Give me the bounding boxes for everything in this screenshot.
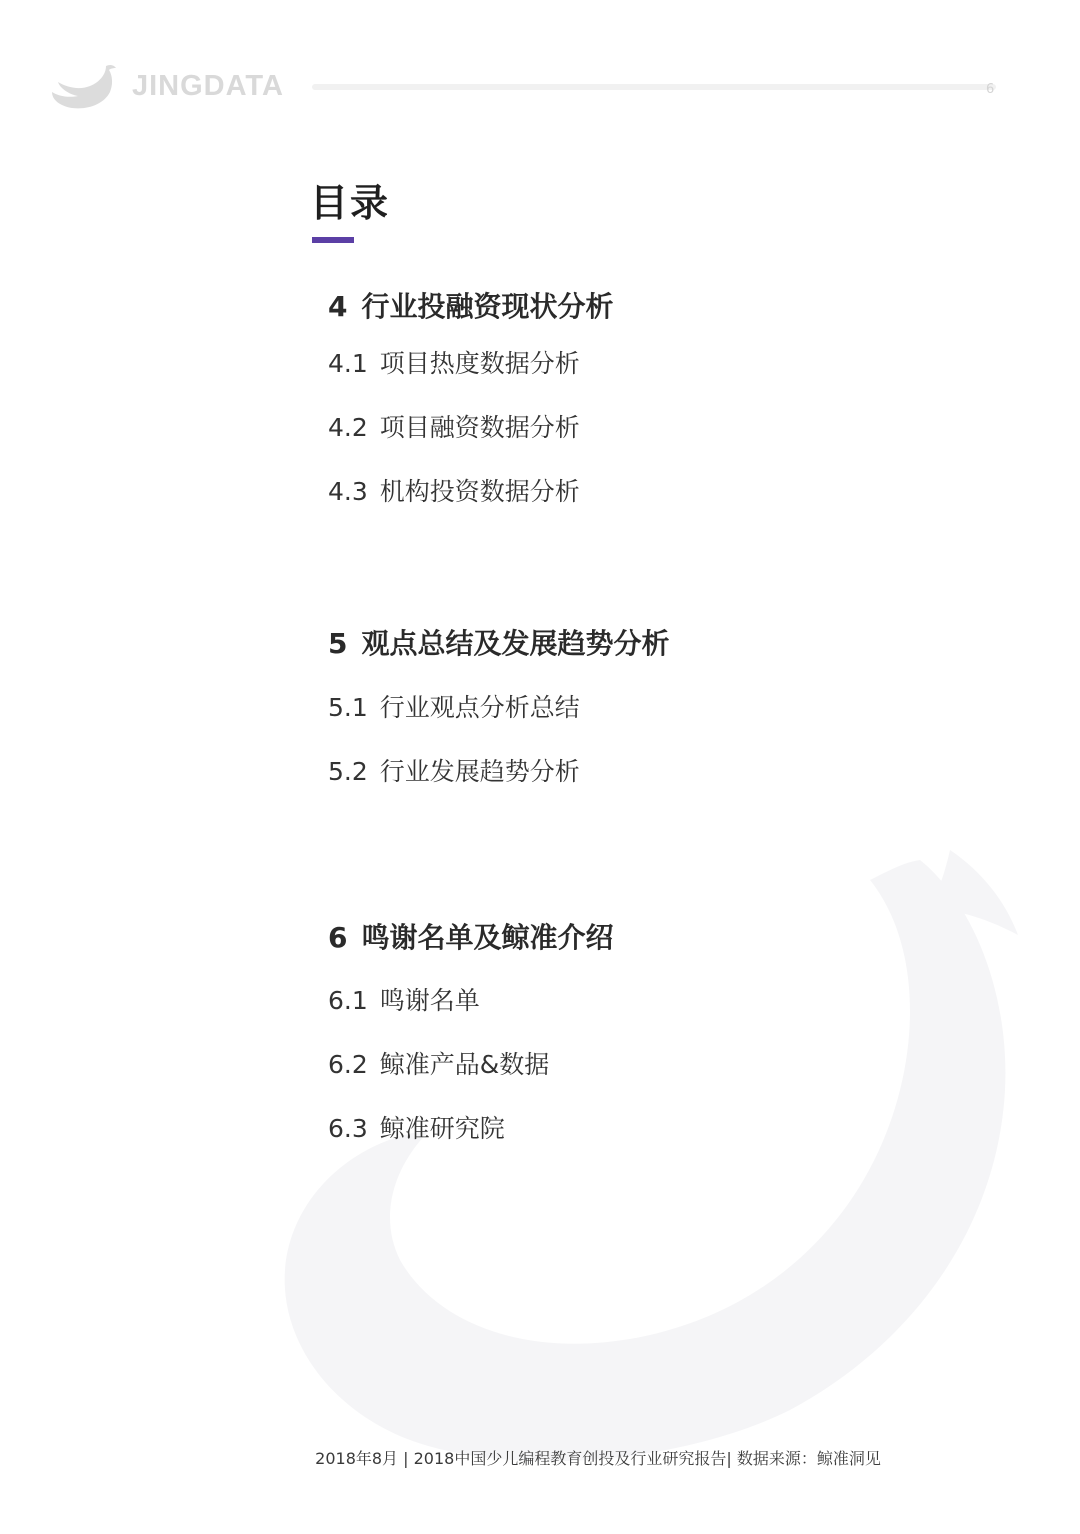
toc-section-5[interactable] xyxy=(328,622,670,662)
item-title: 项目热度数据分析 xyxy=(379,349,580,378)
toc-item-6-1[interactable] xyxy=(328,981,480,1017)
whale-logo-icon xyxy=(48,62,118,112)
item-number: 4.3 xyxy=(328,477,368,506)
item-title: 行业发展趋势分析 xyxy=(379,757,580,786)
page-footer: 2018年8月 | 2018中国少儿编程教育创投及行业研究报告| 数据来源：鲸准洞见 xyxy=(315,1449,881,1468)
title-accent-bar xyxy=(312,237,354,243)
item-title: 行业观点分析总结 xyxy=(379,693,580,722)
section-title: 鸣谢名单及鲸准介绍 xyxy=(361,921,614,954)
page-header xyxy=(0,0,1080,130)
toc-section-4[interactable] xyxy=(328,285,614,325)
item-title: 鲸准产品&数据 xyxy=(379,1050,550,1079)
item-title: 鸣谢名单 xyxy=(379,986,480,1015)
section-number: 4 xyxy=(328,290,348,323)
toc-item-4-1[interactable] xyxy=(328,344,580,380)
brand-logo-text: JINGDATA xyxy=(132,70,284,102)
item-title: 鲸准研究院 xyxy=(379,1114,505,1143)
item-number: 4.2 xyxy=(328,413,368,442)
section-number: 5 xyxy=(328,627,348,660)
item-number: 5.1 xyxy=(328,693,368,722)
header-divider xyxy=(312,84,996,90)
item-number: 4.1 xyxy=(328,349,368,378)
item-number: 5.2 xyxy=(328,757,368,786)
page-title: 目录 xyxy=(310,181,391,225)
section-title: 观点总结及发展趋势分析 xyxy=(361,627,670,660)
toc-item-5-1[interactable] xyxy=(328,688,580,724)
page-number: 6 xyxy=(986,82,995,97)
toc-item-4-2[interactable] xyxy=(328,408,580,444)
item-number: 6.1 xyxy=(328,986,368,1015)
section-number: 6 xyxy=(328,921,348,954)
toc-item-6-2[interactable] xyxy=(328,1045,549,1081)
item-title: 机构投资数据分析 xyxy=(379,477,580,506)
item-number: 6.2 xyxy=(328,1050,368,1079)
toc-item-4-3[interactable] xyxy=(328,472,580,508)
item-number: 6.3 xyxy=(328,1114,368,1143)
toc-item-5-2[interactable] xyxy=(328,752,580,788)
section-title: 行业投融资现状分析 xyxy=(361,290,614,323)
toc-item-6-3[interactable] xyxy=(328,1109,505,1145)
toc-section-6[interactable] xyxy=(328,916,614,956)
item-title: 项目融资数据分析 xyxy=(379,413,580,442)
